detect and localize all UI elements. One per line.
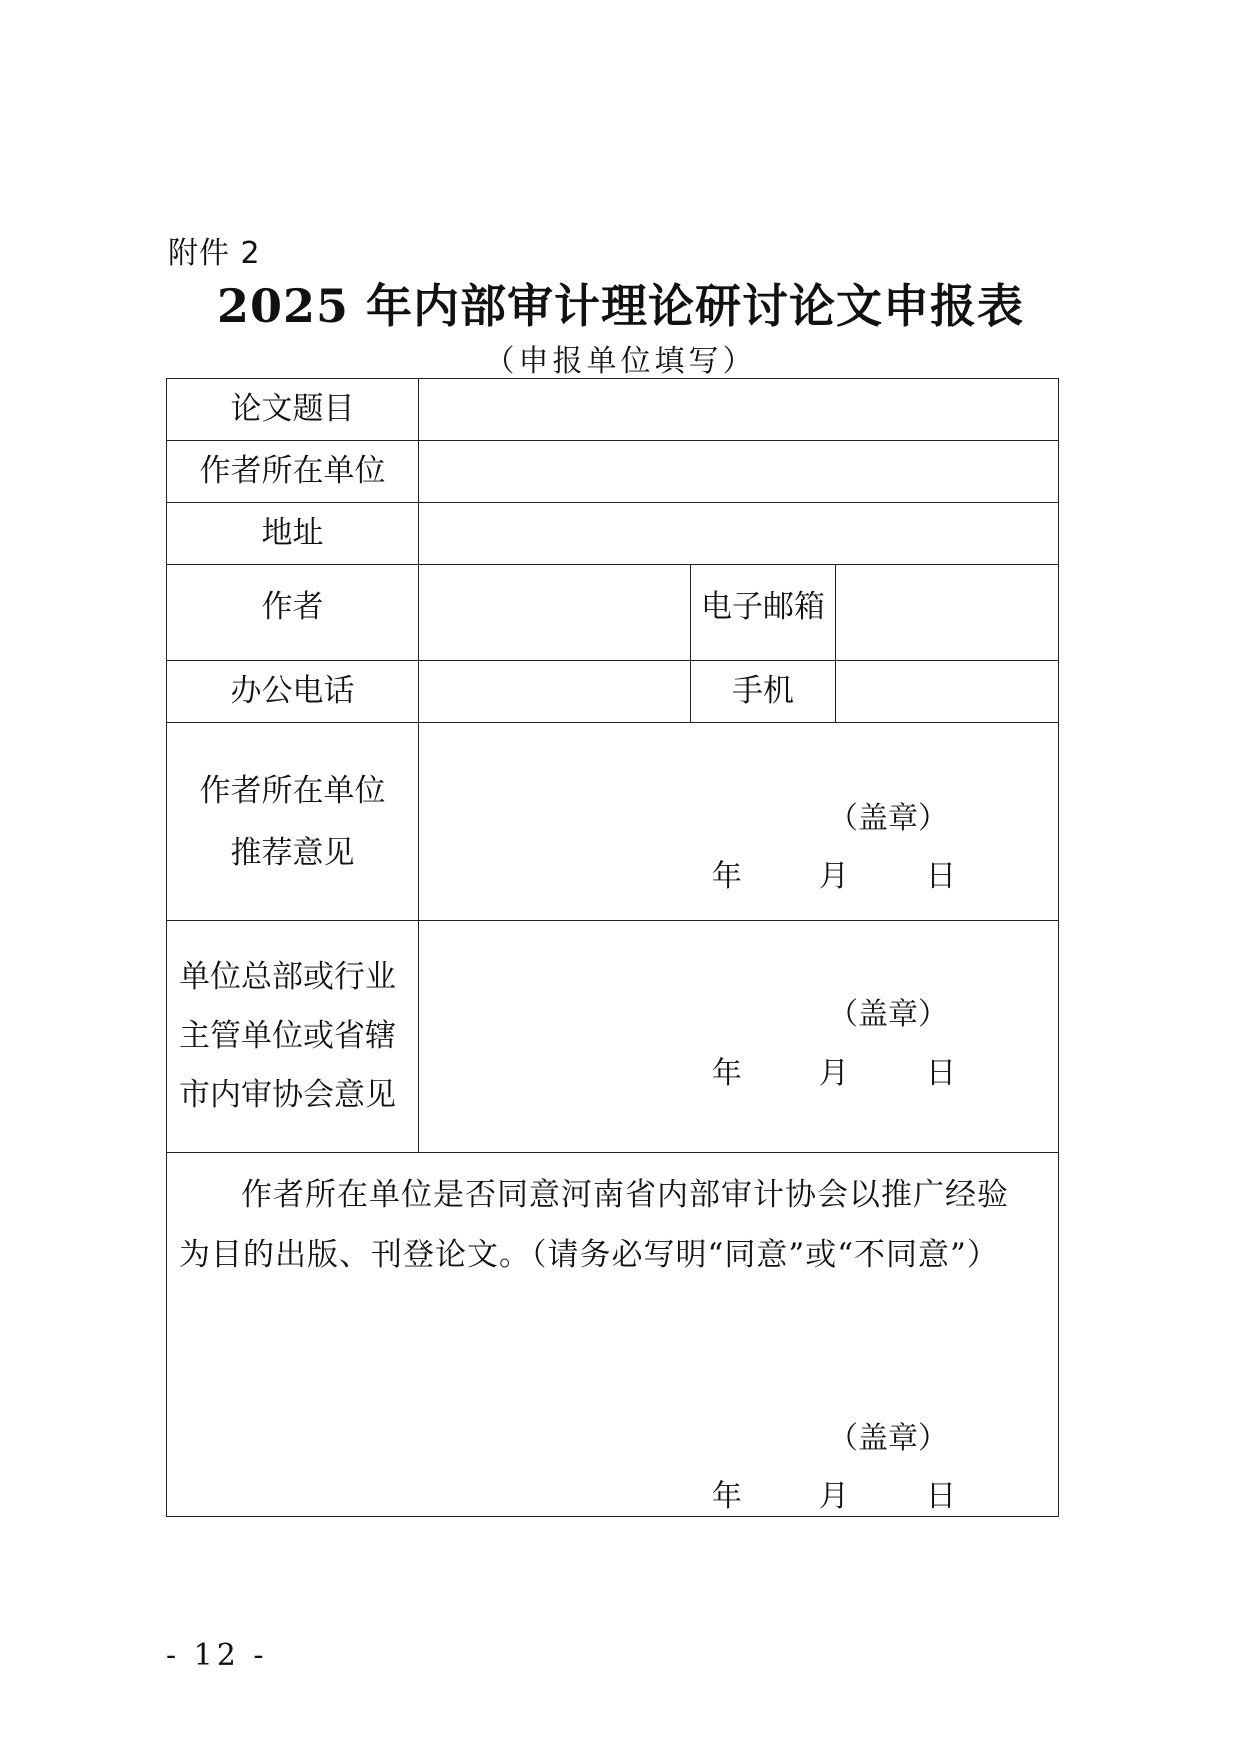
consent-text: 作者所在单位是否同意河南省内部审计协会以推广经验为目的出版、刊登论文。（请务必写明“同意”或“不同意”） [179, 1177, 1009, 1273]
hq-opinion-label [167, 921, 419, 1153]
unit-recommendation-label [167, 723, 419, 921]
address-row [167, 503, 1059, 565]
unit-recommendation-field[interactable] [419, 723, 1059, 921]
hq-opinion-label-line: 市内审协会意见 [179, 1077, 396, 1113]
date-line: 年 月 日 [711, 1479, 959, 1514]
page-title: 2025 年内部审计理论研讨论文申报表 [216, 279, 1025, 333]
date-line: 年 月 日 [711, 1056, 959, 1091]
unit-recommendation-label-line: 作者所在单位 [199, 772, 386, 809]
office-phone-field[interactable] [419, 661, 691, 723]
hq-opinion-row [167, 921, 1059, 1153]
mobile-label: 手机 [691, 661, 836, 723]
seal-note: （盖章） [828, 801, 949, 836]
mobile-field[interactable] [836, 661, 1059, 723]
author-label: 作者 [167, 565, 419, 661]
paper-title-label: 论文题目 [167, 379, 419, 441]
consent-field[interactable] [167, 1153, 1059, 1517]
hq-opinion-label-line: 单位总部或行业 [179, 959, 396, 995]
address-label: 地址 [167, 503, 419, 565]
author-unit-field[interactable] [419, 441, 1059, 503]
paper-title-row [167, 379, 1059, 441]
application-form [166, 378, 1059, 1517]
paper-title-field[interactable] [419, 379, 1059, 441]
email-field[interactable] [836, 565, 1059, 661]
author-field[interactable] [419, 565, 691, 661]
phone-row [167, 661, 1059, 723]
unit-recommendation-label-line: 推荐意见 [230, 834, 355, 871]
seal-note: （盖章） [828, 997, 949, 1032]
consent-row [167, 1153, 1059, 1517]
hq-opinion-label-line: 主管单位或省辖 [179, 1018, 396, 1054]
attachment-label: 附件 2 [168, 236, 261, 271]
office-phone-label: 办公电话 [167, 661, 419, 723]
page-subtitle: （申报单位填写） [484, 344, 757, 379]
page-number: - 12 - [166, 1638, 268, 1673]
author-unit-row [167, 441, 1059, 503]
seal-note: （盖章） [828, 1421, 949, 1456]
date-line: 年 月 日 [711, 859, 959, 894]
address-field[interactable] [419, 503, 1059, 565]
author-row [167, 565, 1059, 661]
unit-recommendation-row [167, 723, 1059, 921]
author-unit-label: 作者所在单位 [167, 441, 419, 503]
email-label: 电子邮箱 [691, 565, 836, 661]
hq-opinion-field[interactable] [419, 921, 1059, 1153]
